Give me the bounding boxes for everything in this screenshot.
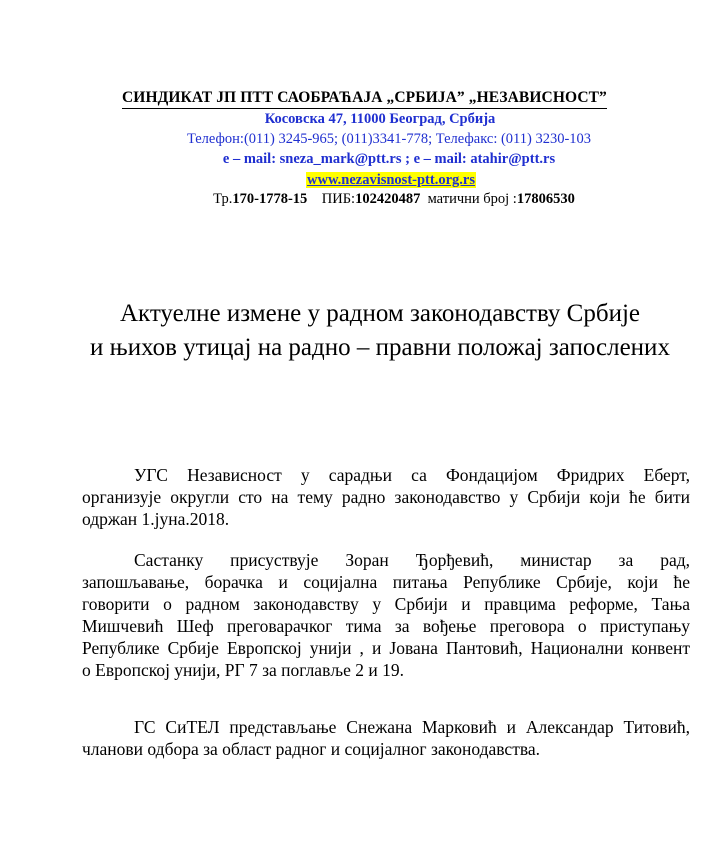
title-line-1: Актуелне измене у радном законодавству Србије: [119, 300, 641, 327]
paragraph-line: говорити о радном законодавству у Србији и правцима реформе, Тања: [82, 594, 690, 614]
paragraph-line: о Европској унији, РГ 7 за поглавље 2 и 19.: [82, 660, 404, 680]
paragraph-line: организује округли сто на тему радно законодавство у Србији који ће бити: [82, 487, 690, 507]
paragraph-line: запошљавање, борачка и социјална питања Републике Србије, који ће: [82, 572, 690, 592]
document-title: [0, 297, 720, 365]
organization-name: СИНДИКАТ ЈП ПТТ САОБРАЋАЈА „СРБИЈА” „НЕЗАВИСНОСТ”: [122, 88, 607, 109]
pib-label: ПИБ:: [321, 191, 356, 207]
registration-numbers: [0, 191, 720, 208]
account-number: 170-1778-15: [232, 191, 308, 207]
paragraph-roundtable: [82, 464, 690, 530]
paragraph-sitel: [82, 716, 690, 760]
website-link[interactable]: www.nezavisnost-ptt.org.rs: [307, 172, 475, 188]
phone-numbers: Телефон:(011) 3245-965; (011)3341-778; Телефакс: (011) 3230-103: [186, 131, 592, 147]
pib-number: 102420487: [355, 191, 421, 207]
title-line-2: и њихов утицај на радно – правни положај запослених: [90, 334, 670, 361]
address: Косовска 47, 11000 Београд, Србија: [264, 111, 496, 127]
paragraph-line: Састанку присуствује Зоран Ђорђевић, министар за рад,: [134, 550, 690, 570]
paragraph-line: ГС СиТЕЛ представљање Снежана Марковић и Александар Титовић,: [134, 717, 690, 737]
paragraph-line: Републике Србије Европској унији , и Јована Пантовић, Национални конвент: [82, 638, 690, 658]
paragraph-attendees: [82, 549, 690, 681]
mb-label: матични број :: [427, 191, 517, 207]
paragraph-line: чланови одбора за област радног и социјалног законодавства.: [82, 739, 541, 759]
paragraph-line: одржан 1.јуна.2018.: [82, 509, 230, 529]
website-line: [0, 171, 720, 189]
email-addresses[interactable]: e – mail: sneza_mark@ptt.rs ; e – mail: atahir@ptt.rs: [222, 151, 556, 167]
paragraph-line: Мишчевић Шеф преговарачког тима за вођење преговора о приступању: [82, 616, 690, 636]
account-label: Тр.: [213, 191, 233, 207]
paragraph-line: УГС Независност у сарадњи са Фондацијом Фридрих Еберт,: [134, 465, 690, 485]
mb-number: 17806530: [516, 191, 575, 207]
